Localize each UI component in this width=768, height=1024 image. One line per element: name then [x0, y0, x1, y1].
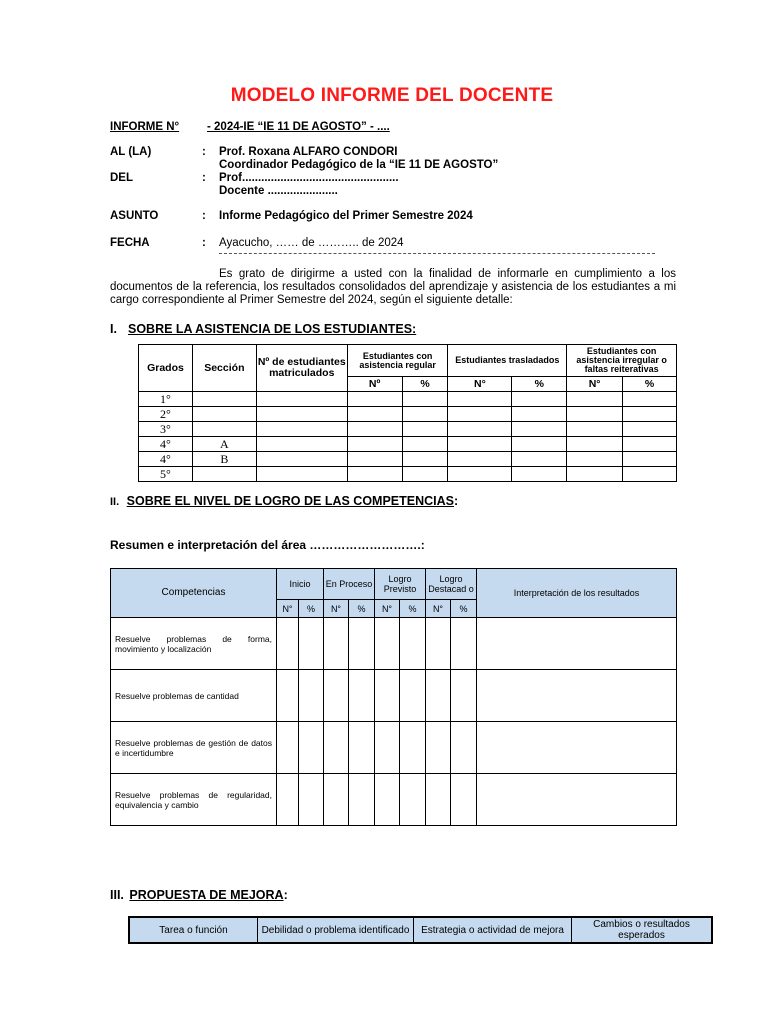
th-p3: %	[623, 377, 677, 392]
th-p2: %	[512, 377, 567, 392]
asunto-label: ASUNTO	[110, 210, 159, 222]
section2-number: II.	[110, 496, 120, 508]
cell-seccion: B	[192, 452, 256, 467]
competencia-cell: Resuelve problemas de gestión de datos e incertidumbre	[111, 722, 277, 774]
section2-colon: :	[454, 494, 459, 508]
section3-number: III.	[110, 888, 124, 902]
del-label: DEL	[110, 172, 133, 184]
th-proceso: En Proceso	[324, 569, 375, 600]
th-n-previsto: N°	[375, 600, 400, 618]
cell-grado: 3°	[139, 422, 193, 437]
al-line2: Coordinador Pedagógico de la “IE 11 DE AGOSTO”	[219, 159, 499, 171]
th-n3: N°	[567, 377, 623, 392]
th-regular: Estudiantes con asistencia regular	[347, 345, 448, 377]
al-label: AL (LA)	[110, 146, 152, 158]
asunto-value: Informe Pedagógico del Primer Semestre 2024	[219, 210, 473, 222]
th-trasladados: Estudiantes trasladados	[448, 345, 567, 377]
cell-grado: 2°	[139, 407, 193, 422]
separator-line	[219, 253, 655, 254]
competencia-cell: Resuelve problemas de cantidad	[111, 670, 277, 722]
table-row	[139, 452, 677, 467]
th-grados: Grados	[139, 345, 193, 392]
table-row	[139, 437, 677, 452]
cell-seccion: A	[192, 437, 256, 452]
section1-number: I.	[110, 322, 117, 336]
del-line2: Docente ......................	[219, 185, 338, 197]
section1-title: SOBRE LA ASISTENCIA DE LOS ESTUDIANTES:	[128, 322, 417, 336]
cell-grado: 4°	[139, 437, 193, 452]
th-interpretacion: Interpretación de los resultados	[477, 569, 677, 618]
cell-grado: 1°	[139, 392, 193, 407]
competencia-cell: Resuelve problemas de forma, movimiento y localización	[111, 618, 277, 670]
al-colon: :	[202, 146, 206, 158]
th-p-inicio: %	[299, 600, 324, 618]
th-destacado: Logro Destacad o	[426, 569, 477, 600]
resumen-label: Resumen e interpretación del área ……………………….:	[110, 538, 425, 552]
cell-seccion	[192, 407, 256, 422]
informe-label: INFORME N°	[110, 121, 180, 133]
fecha-value: Ayacucho, …… de ……….. de 2024	[219, 237, 404, 249]
section2-title: SOBRE EL NIVEL DE LOGRO DE LAS COMPETENCIAS	[126, 494, 455, 508]
del-line1: Prof.................................................	[219, 172, 399, 184]
th-competencias: Competencias	[111, 569, 277, 618]
table-row	[111, 722, 677, 774]
th-inicio: Inicio	[277, 569, 324, 600]
cell-grado: 4°	[139, 452, 193, 467]
th-p-destacado: %	[451, 600, 477, 618]
cell-seccion	[192, 467, 256, 482]
th-previsto: Logro Previsto	[375, 569, 426, 600]
competencia-cell: Resuelve problemas de regularidad, equivalencia y cambio	[111, 774, 277, 826]
th-n-destacado: N°	[426, 600, 451, 618]
al-line1: Prof. Roxana ALFARO CONDORI	[219, 146, 398, 158]
cell-grado: 5°	[139, 467, 193, 482]
th-p1: %	[402, 377, 448, 392]
fecha-colon: :	[202, 237, 206, 249]
table-row	[139, 407, 677, 422]
table-row	[111, 618, 677, 670]
document-title: MODELO INFORME DEL DOCENTE	[230, 85, 554, 106]
th-cambios: Cambios o resultados esperados	[572, 917, 713, 943]
section3-title: PROPUESTA DE MEJORA	[129, 888, 284, 902]
del-colon: :	[202, 172, 206, 184]
asunto-colon: :	[202, 210, 206, 222]
th-n1: Nº	[347, 377, 402, 392]
propuesta-table	[128, 916, 713, 944]
informe-value: - 2024-IE “IE 11 DE AGOSTO” - ....	[207, 121, 390, 133]
th-tarea: Tarea o función	[129, 917, 258, 943]
competencias-table	[110, 568, 677, 826]
intro-paragraph: Es grato de dirigirme a usted con la finalidad de informarle en cumplimiento a los documentos de la referencia, los resultados consolidados del aprendizaje y asistencia de los estudiantes a mi cargo correspondiente al Primer Semestre del 2024, según el siguiente detalle:	[110, 268, 676, 306]
table-row	[111, 670, 677, 722]
table-row	[139, 392, 677, 407]
th-p-previsto: %	[400, 600, 426, 618]
table-row	[139, 422, 677, 437]
th-p-proceso: %	[349, 600, 375, 618]
cell-seccion	[192, 392, 256, 407]
th-n2: N°	[448, 377, 512, 392]
section3-colon: :	[283, 888, 288, 902]
th-matriculados: Nº de estudiantes matriculados	[256, 345, 347, 392]
cell-seccion	[192, 422, 256, 437]
attendance-table	[138, 344, 677, 482]
th-n-inicio: N°	[277, 600, 299, 618]
fecha-label: FECHA	[110, 237, 150, 249]
table-row	[139, 467, 677, 482]
th-irregular: Estudiantes con asistencia irregular o faltas reiterativas	[567, 345, 677, 377]
th-estrategia: Estrategia o actividad de mejora	[414, 917, 572, 943]
th-seccion: Sección	[192, 345, 256, 392]
th-n-proceso: N°	[324, 600, 349, 618]
table-row	[111, 774, 677, 826]
th-debilidad: Debilidad o problema identificado	[258, 917, 414, 943]
